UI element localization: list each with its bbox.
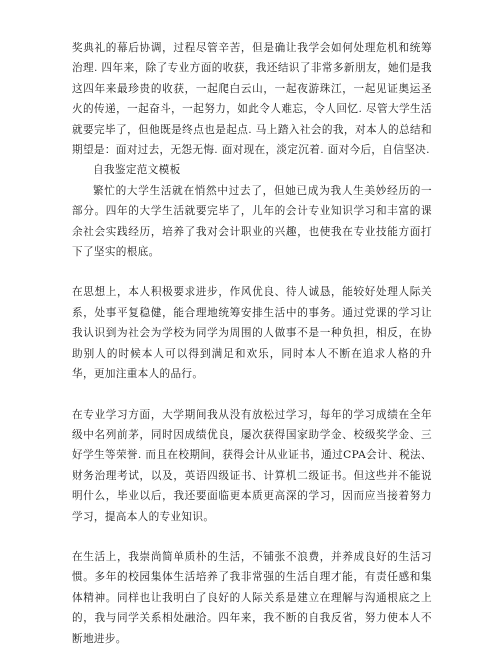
paragraph-life: 在生活上，我崇尚简单质朴的生活，不铺张不浪费，并养成良好的生活习惯。多年的校园集体生活培养了我非常强的生活自理才能，有责任感和集体精神。同样也让我明白了良好的人际关系是建立在理解与沟通根底之上的，我与同学关系相处融洽。四年来，我不断的自我反省，努力使本人不断地进步。 <box>72 550 432 645</box>
paragraph-intro: 繁忙的大学生活就在悄然中过去了，但她已成为我人生美妙经历的一部分。四年的大学生活就要完毕了，儿年的会计专业知识学习和丰富的课余社会实践经历，培养了我对会计职业的兴趣，也使我在专业技能方面打下了坚实的根底。 <box>72 184 432 259</box>
section-heading: 自我鉴定范文模板 <box>93 164 181 177</box>
paragraph-study: 在专业学习方面，大学期间我从没有放松过学习，每年的学习成绩在全年级中名列前茅，同时因成绩优良，屡次获得国家助学金、校级奖学金、三好学生等荣誉. 而且在校期间，获得会计从业证书，通过CPA会计、税法、财务治理考试，以及，英语四级证书、计算机二级证书。但这些并不能说明什么，毕业以后，我还要面临更本质更高深的学习，因而应当接着努力学习，提高本人的专业知识。 <box>72 408 432 523</box>
paragraph-closing-reflection: 奖典礼的幕后协调，过程尽管辛苦，但是确让我学会如何处理危机和统筹治理. 四年来，除了专业方面的收获，我还结识了非常多新朋友，她们是我这四年来最珍贵的收获，一起爬白云山，一起夜游珠江，一起见证奥运圣火的传递，一起奋斗，一起努力，如此令人难忘，令人回忆. 尽管大学生活就要完毕了，但他既是终点也是起点. 马上踏入社会的我，对本人的总结和期望是：面对过去，无怨无悔. 面对现在，淡定沉着. 面对今后，自信坚决. <box>72 42 432 157</box>
paragraph-thought: 在思想上，本人积极要求进步，作风优良、待人诚恳，能较好处理人际关系，处事平复稳健，能合理地统筹安排生活中的事务。通过党课的学习让我认识到为社会为学校为同学为周围的人做事不是一种负担，相反，在协助别人的时候本人可以得到满足和欢乐，同时本人不断在追求人格的升华，更加注重本人的品行。 <box>72 286 432 381</box>
